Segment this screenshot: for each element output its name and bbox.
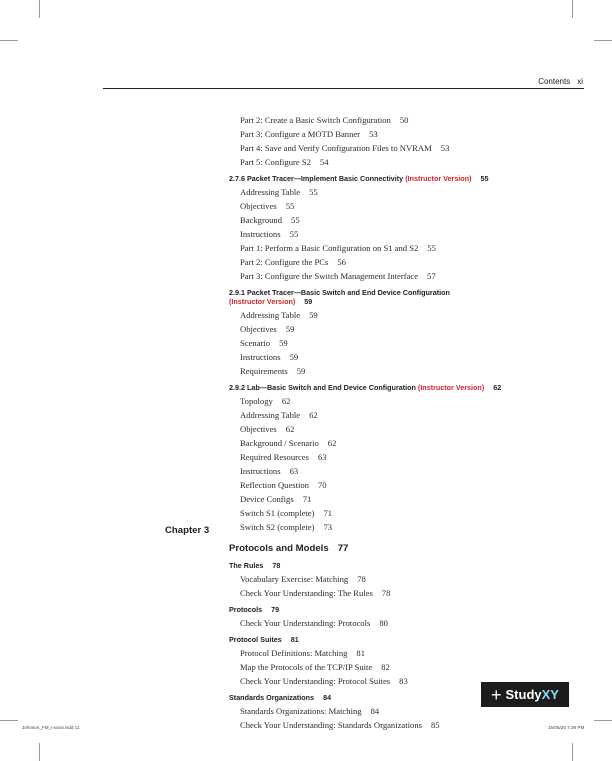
toc-text: Check Your Understanding: Standards Organizations: [240, 720, 422, 730]
crop-mark: [39, 0, 40, 18]
toc-text: Instructions: [240, 466, 281, 476]
toc-entry: [240, 113, 589, 127]
toc-page-number: 55: [285, 201, 295, 211]
toc-text: 2.9.2 Lab—Basic Switch and End Device Configuration: [229, 383, 416, 392]
toc-page-number: 59: [285, 324, 295, 334]
toc-page-number: 55: [309, 187, 318, 197]
toc-section-heading: [229, 635, 589, 644]
toc-page-number: 55: [291, 215, 300, 225]
toc-entry: [240, 336, 589, 350]
toc-entry: [240, 227, 589, 241]
toc-page-number: 59: [279, 338, 288, 348]
crop-mark: [0, 720, 18, 721]
toc-text: 2.9.1 Packet Tracer—Basic Switch and End Device Configuration: [229, 288, 450, 297]
toc-text: Device Configs: [240, 494, 294, 504]
toc-text: Part 2: Configure the PCs: [240, 257, 329, 267]
toc-page-number: 57: [427, 271, 436, 281]
toc-text: Reflection Question: [240, 480, 309, 490]
toc-section-heading: [229, 561, 589, 570]
toc-section-heading: [229, 297, 589, 306]
crop-mark: [0, 40, 18, 41]
toc-entry: [240, 269, 589, 283]
toc-text: Topology: [240, 396, 273, 406]
toc-text: Protocols: [229, 605, 263, 614]
toc-entry: [240, 185, 589, 199]
toc-text: Part 3: Configure the Switch Management Interface: [240, 271, 419, 281]
toc-page-number: 59: [289, 352, 299, 362]
toc-text: Requirements: [240, 366, 288, 376]
toc-entry: [240, 127, 589, 141]
toc-chapter-title: [229, 542, 589, 556]
toc-text: Part 1: Perform a Basic Configuration on S1 and S2: [240, 243, 419, 253]
crop-mark: [39, 743, 40, 761]
toc-page-number: 78: [272, 561, 281, 570]
toc-page-number: 71: [323, 508, 333, 518]
footer-timestamp: 15/05/20 7:39 PM: [548, 725, 585, 730]
toc-text: Instructions: [240, 352, 281, 362]
instructor-version-tag: (Instructor Version): [417, 383, 485, 392]
toc-entry: [240, 450, 589, 464]
toc-entry: [240, 646, 589, 660]
toc-entry: [240, 255, 589, 269]
header-section: Contents: [538, 77, 571, 86]
toc-page-number: 73: [323, 522, 333, 532]
crop-mark: [594, 720, 612, 721]
toc-entry: [240, 616, 589, 630]
toc-text: Protocols and Models: [229, 543, 329, 554]
toc-entry: [240, 718, 589, 732]
toc-page-number: 62: [285, 424, 295, 434]
toc-page-number: 53: [440, 143, 450, 153]
toc-entry: [240, 241, 589, 255]
toc-text: Protocol Definitions: Matching: [240, 648, 348, 658]
toc-page-number: 81: [356, 648, 366, 658]
chapter-label: Chapter 3: [165, 525, 210, 536]
footer-file-info: Johnson_FM_i-xxxiv.indd 11: [22, 725, 80, 730]
toc-page-number: 62: [327, 438, 337, 448]
toc-entry: [240, 586, 589, 600]
toc-section-heading: [229, 383, 589, 392]
toc-entry: [240, 464, 589, 478]
toc-text: The Rules: [229, 561, 264, 570]
toc-entry: [240, 660, 589, 674]
toc-entry: [240, 213, 589, 227]
table-of-contents: [229, 113, 589, 732]
toc-entry: [240, 478, 589, 492]
toc-entry: [240, 394, 589, 408]
toc-text: Objectives: [240, 424, 277, 434]
crop-mark: [572, 0, 573, 18]
running-header: [538, 77, 583, 86]
toc-page-number: 84: [370, 706, 380, 716]
toc-text: Instructions: [240, 229, 281, 239]
toc-entry: [240, 199, 589, 213]
toc-entry: [240, 364, 589, 378]
toc-text: Check Your Understanding: Protocols: [240, 618, 371, 628]
logo-brand: Study: [505, 687, 542, 702]
toc-page-number: 81: [290, 635, 299, 644]
toc-entry: [240, 436, 589, 450]
toc-page-number: 55: [289, 229, 299, 239]
toc-page-number: 63: [317, 452, 327, 462]
toc-page-number: 63: [289, 466, 299, 476]
toc-page-number: 56: [337, 257, 346, 267]
toc-text: Required Resources: [240, 452, 309, 462]
toc-entry: [240, 422, 589, 436]
toc-entry: [240, 155, 589, 169]
toc-text: Addressing Table: [240, 187, 301, 197]
toc-section-heading: [229, 288, 589, 297]
instructor-version-tag: (Instructor Version): [229, 297, 296, 306]
toc-text: Objectives: [240, 324, 277, 334]
plus-icon: +: [491, 684, 502, 705]
header-page-numeral: xi: [577, 77, 583, 86]
toc-text: Check Your Understanding: Protocol Suites: [240, 676, 391, 686]
crop-mark: [572, 743, 573, 761]
toc-page-number: 54: [319, 157, 329, 167]
toc-text: Addressing Table: [240, 310, 301, 320]
toc-page-number: 83: [399, 676, 408, 686]
toc-page-number: 79: [271, 605, 280, 614]
toc-page-number: 80: [379, 618, 388, 628]
toc-text: Background: [240, 215, 283, 225]
toc-text: Check Your Understanding: The Rules: [240, 588, 373, 598]
toc-page-number: 59: [309, 310, 318, 320]
toc-page-number: 78: [357, 574, 366, 584]
toc-entry: [240, 141, 589, 155]
logo-brand-accent: XY: [541, 687, 559, 702]
toc-page-number: 85: [430, 720, 440, 730]
toc-page-number: 59: [304, 297, 313, 306]
toc-entry: [240, 572, 589, 586]
toc-text: Standards Organizations: Matching: [240, 706, 362, 716]
toc-text: Map the Protocols of the TCP/IP Suite: [240, 662, 373, 672]
toc-entry: [240, 506, 589, 520]
studyxy-logo: [481, 682, 569, 707]
header-rule: [103, 88, 584, 89]
toc-page-number: 59: [296, 366, 306, 376]
toc-text: Scenario: [240, 338, 271, 348]
toc-page-number: 62: [281, 396, 291, 406]
toc-text: Addressing Table: [240, 410, 301, 420]
toc-entry: [240, 322, 589, 336]
toc-page-number: 78: [381, 588, 391, 598]
crop-mark: [594, 40, 612, 41]
toc-text: 2.7.6 Packet Tracer—Implement Basic Connectivity: [229, 174, 404, 183]
toc-text: Switch S1 (complete): [240, 508, 315, 518]
toc-section-heading: [229, 605, 589, 614]
toc-entry: [240, 408, 589, 422]
toc-text: Background / Scenario: [240, 438, 319, 448]
toc-text: Standards Organizations: [229, 693, 315, 702]
toc-section-heading: [229, 174, 589, 183]
toc-text: Protocol Suites: [229, 635, 282, 644]
toc-text: Objectives: [240, 201, 277, 211]
toc-page-number: 55: [427, 243, 436, 253]
toc-page-number: 71: [302, 494, 312, 504]
toc-page-number: 77: [337, 543, 349, 554]
toc-page-number: 62: [309, 410, 318, 420]
toc-text: Part 5: Configure S2: [240, 157, 311, 167]
toc-page-number: 84: [323, 693, 332, 702]
toc-text: Switch S2 (complete): [240, 522, 315, 532]
toc-page-number: 53: [369, 129, 378, 139]
toc-text: Vocabulary Exercise: Matching: [240, 574, 349, 584]
toc-page-number: 82: [381, 662, 390, 672]
toc-entry: [240, 350, 589, 364]
toc-text: Part 2: Create a Basic Switch Configuration: [240, 115, 391, 125]
toc-text: Part 4: Save and Verify Configuration Files to NVRAM: [240, 143, 432, 153]
toc-page-number: 70: [317, 480, 327, 490]
instructor-version-tag: (Instructor Version): [405, 174, 472, 183]
toc-text: Part 3: Configure a MOTD Banner: [240, 129, 361, 139]
toc-entry: [240, 308, 589, 322]
toc-page-number: 62: [493, 383, 502, 392]
toc-page-number: 55: [480, 174, 489, 183]
toc-entry: [240, 492, 589, 506]
toc-page-number: 50: [399, 115, 409, 125]
toc-entry: [240, 520, 589, 534]
